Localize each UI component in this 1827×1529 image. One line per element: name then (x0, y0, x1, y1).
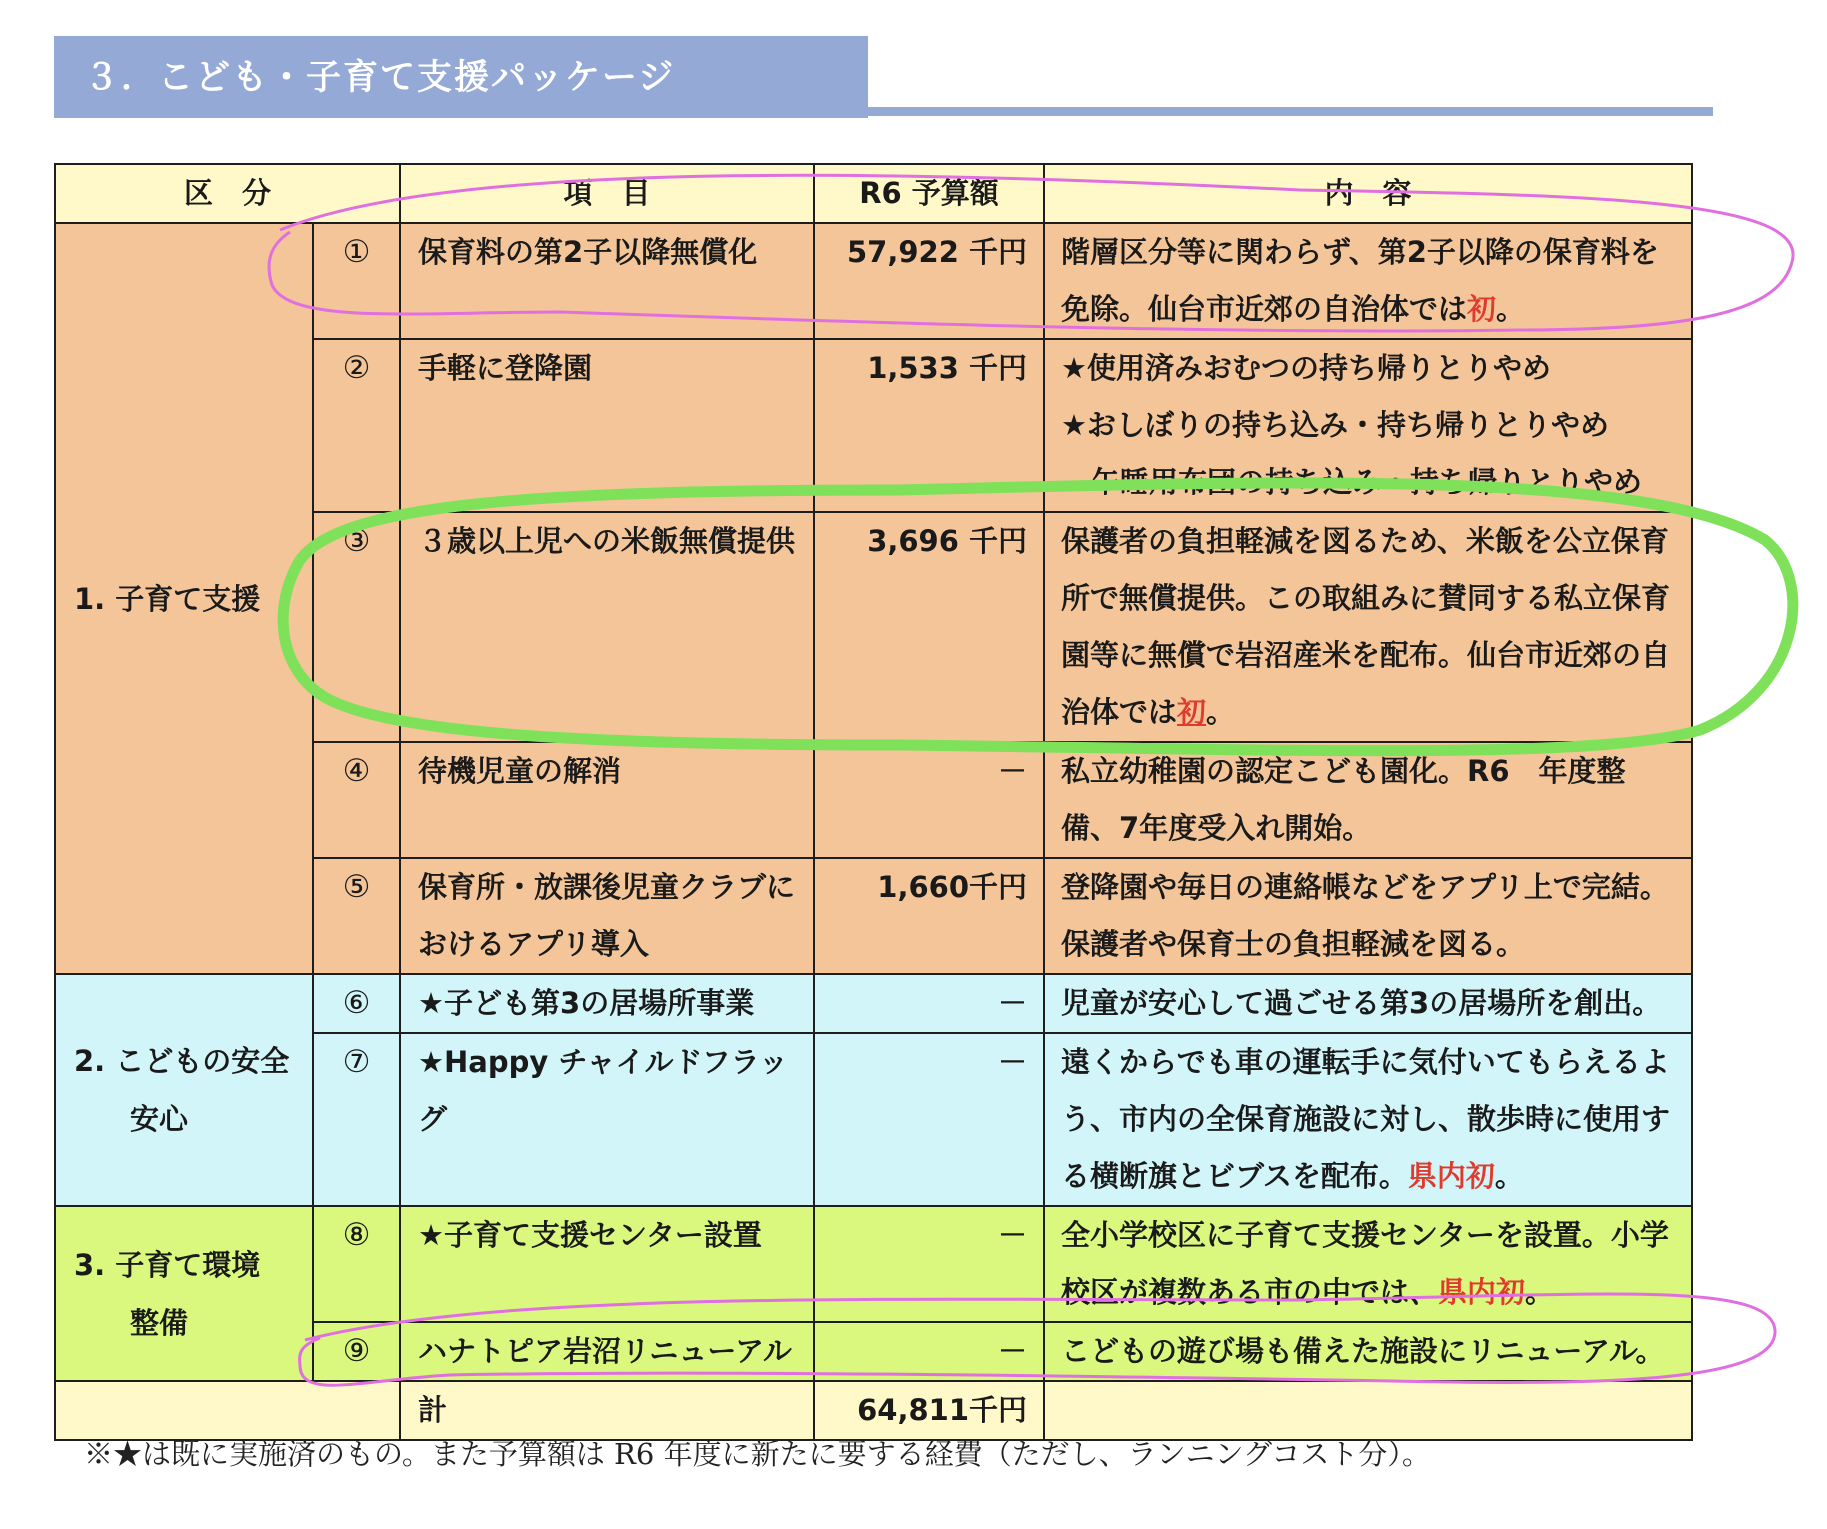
row-amount: － (814, 1206, 1044, 1322)
category-environment: 3. 子育て環境 整備 (55, 1206, 313, 1381)
row-description: 全小学校区に子育て支援センターを設置。小学校区が複数ある市の中では、県内初。 (1044, 1206, 1692, 1322)
row-description: 登降園や毎日の連絡帳などをアプリ上で完結。保護者や保育士の負担軽減を図る。 (1044, 858, 1692, 974)
row-number: ② (313, 339, 400, 512)
row-description: こどもの遊び場も備えた施設にリニューアル。 (1044, 1322, 1692, 1381)
row-amount: 1,660千円 (814, 858, 1044, 974)
row-item: 待機児童の解消 (400, 742, 814, 858)
category-childcare: 1. 子育て支援 (55, 223, 313, 974)
category-safety: 2. こどもの安全 安心 (55, 974, 313, 1206)
row-number: ① (313, 223, 400, 339)
row-item: ★子ども第3の居場所事業 (400, 974, 814, 1033)
row-number: ④ (313, 742, 400, 858)
row-description: 階層区分等に関わらず、第2子以降の保育料を免除。仙台市近郊の自治体では初。 (1044, 223, 1692, 339)
header-category: 区 分 (55, 164, 400, 223)
header-item: 項 目 (400, 164, 814, 223)
row-item: 手軽に登降園 (400, 339, 814, 512)
row-number: ③ (313, 512, 400, 742)
row-amount: 1,533 千円 (814, 339, 1044, 512)
row-item: ★子育て支援センター設置 (400, 1206, 814, 1322)
row-number: ⑨ (313, 1322, 400, 1381)
row-amount: 3,696 千円 (814, 512, 1044, 742)
row-item: ３歳以上児への米飯無償提供 (400, 512, 814, 742)
row-item: ★Happy チャイルドフラッグ (400, 1033, 814, 1206)
row-item: 保育料の第2子以降無償化 (400, 223, 814, 339)
row-amount: － (814, 742, 1044, 858)
row-number: ⑥ (313, 974, 400, 1033)
table-header-row (55, 164, 1692, 223)
row-amount: － (814, 1322, 1044, 1381)
footnote: ※★は既に実施済のもの。また予算額は R6 年度に新たに要する経費（ただし、ランニングコスト分）。 (84, 1437, 1431, 1471)
row-number: ⑦ (313, 1033, 400, 1206)
row-amount: 57,922 千円 (814, 223, 1044, 339)
total-label: 計 (400, 1381, 814, 1440)
table-row (55, 1206, 1692, 1322)
support-package-table (54, 163, 1693, 1441)
header-budget: R6 予算額 (814, 164, 1044, 223)
header-content: 内 容 (1044, 164, 1692, 223)
row-item: ハナトピア岩沼リニューアル (400, 1322, 814, 1381)
row-number: ⑤ (313, 858, 400, 974)
page-title: ３．こども・子育て支援パッケージ (84, 58, 676, 98)
table-row (55, 223, 1692, 339)
row-description: 児童が安心して過ごせる第3の居場所を創出。 (1044, 974, 1692, 1033)
total-amount: 64,811千円 (814, 1381, 1044, 1440)
row-amount: － (814, 974, 1044, 1033)
row-description: 私立幼稚園の認定こども園化。R6 年度整備、7年度受入れ開始。 (1044, 742, 1692, 858)
table-row (55, 974, 1692, 1033)
row-item: 保育所・放課後児童クラブにおけるアプリ導入 (400, 858, 814, 974)
title-underline (868, 107, 1713, 116)
row-number: ⑧ (313, 1206, 400, 1322)
row-description: 保護者の負担軽減を図るため、米飯を公立保育所で無償提供。この取組みに賛同する私立保育園等に無償で岩沼産米を配布。仙台市近郊の自治体では初。 (1044, 512, 1692, 742)
row-amount: － (814, 1033, 1044, 1206)
row-description: 遠くからでも車の運転手に気付いてもらえるよう、市内の全保育施設に対し、散歩時に使用する横断旗とビブスを配布。県内初。 (1044, 1033, 1692, 1206)
row-description: ★使用済みおむつの持ち帰りとりやめ ★おしぼりの持ち込み・持ち帰りとりやめ 午睡用布団の持ち込み・持ち帰りとりやめ (1044, 339, 1692, 512)
